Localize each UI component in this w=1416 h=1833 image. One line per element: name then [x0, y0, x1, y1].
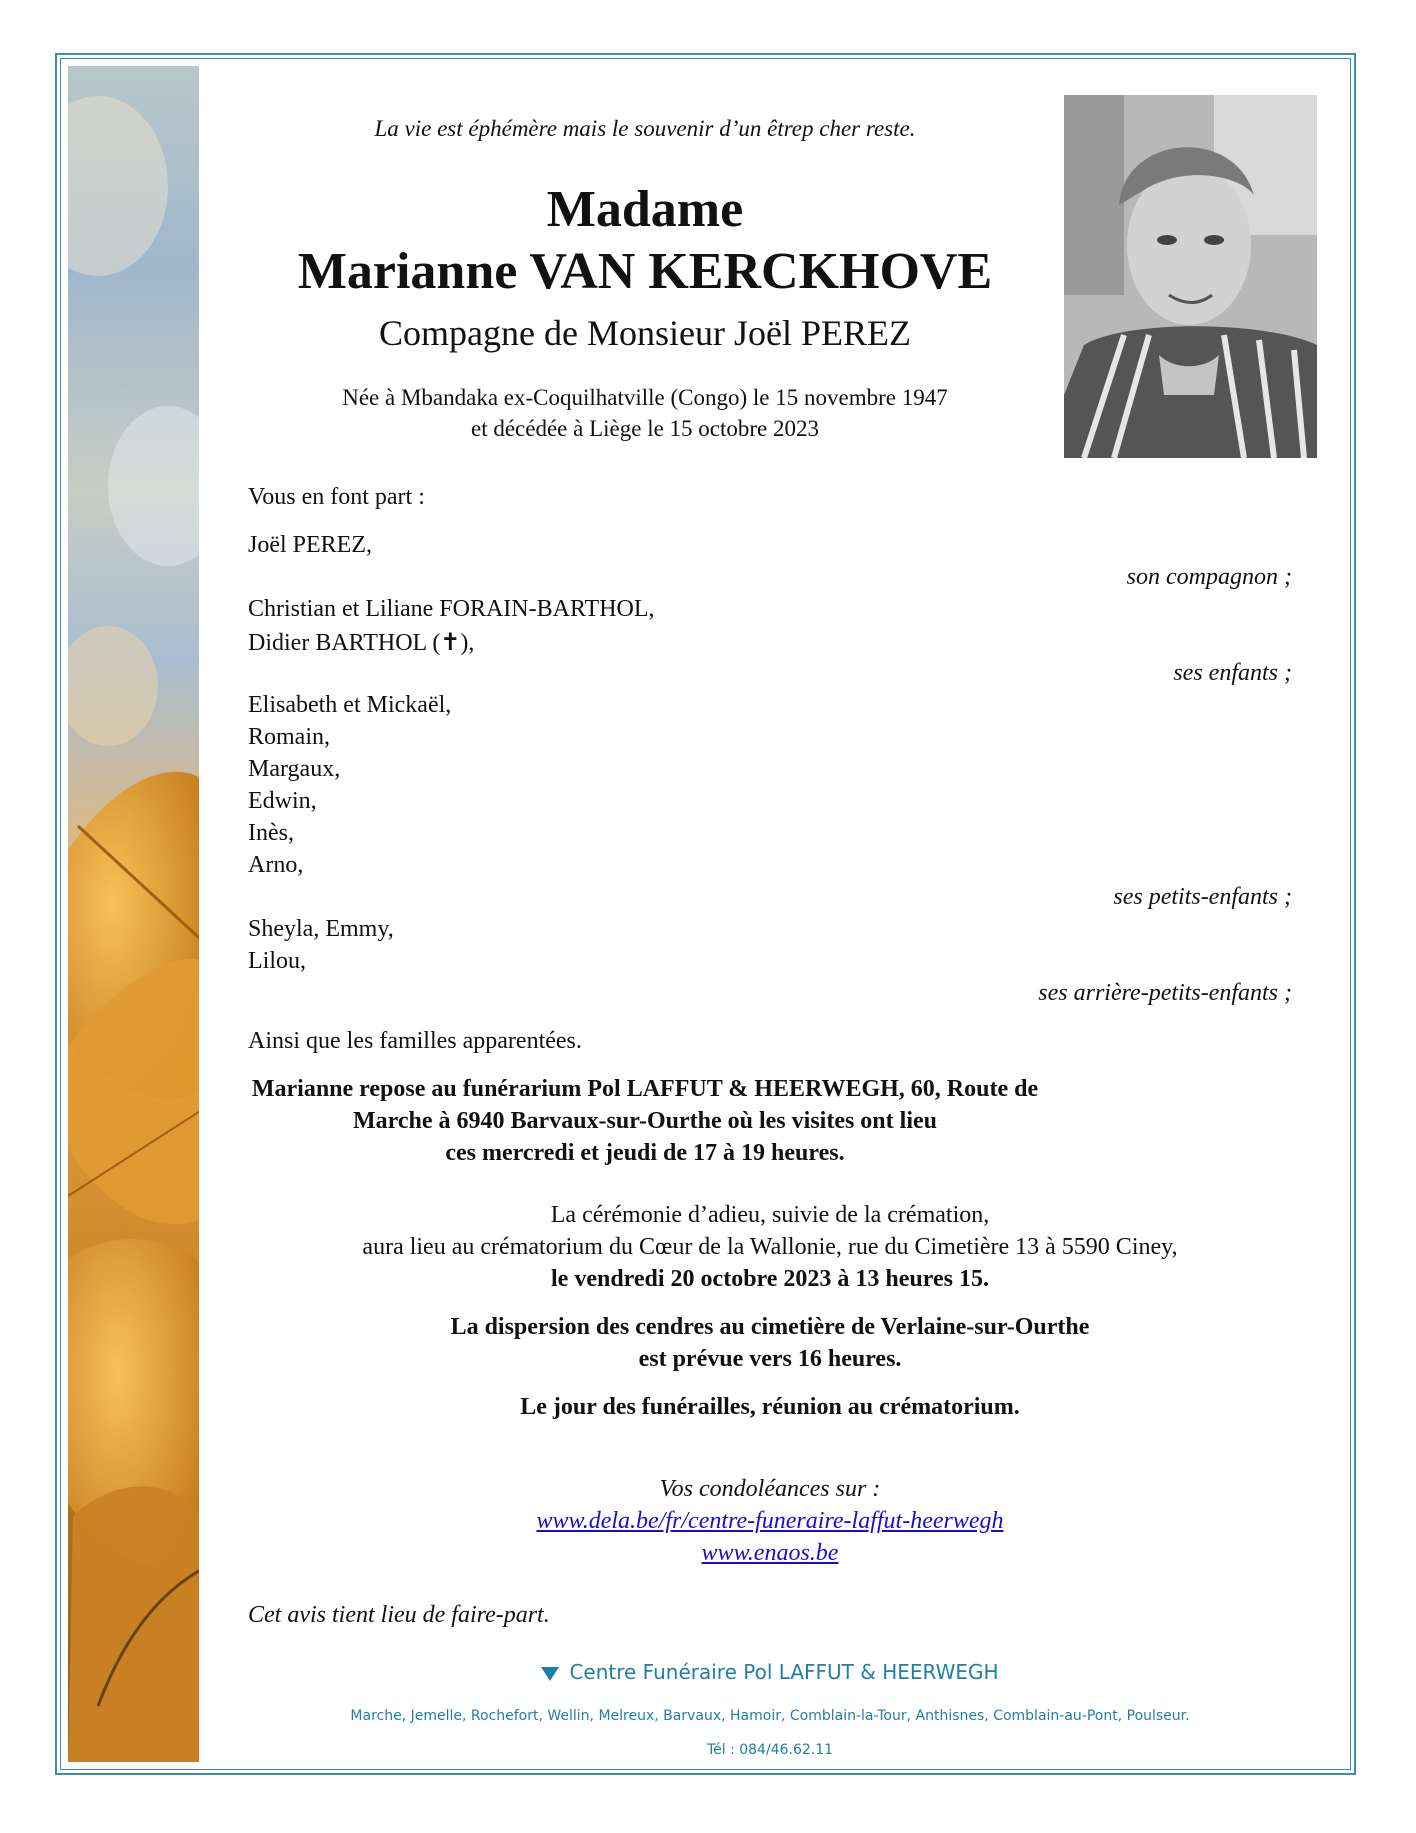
visitation-line: Marianne repose au funérarium Pol LAFFUT & HEERWEGH, 60, Route de [251, 1076, 1039, 1102]
deceased-name: Marianne VAN KERCKHOVE [297, 243, 993, 300]
condolences-link-enaos[interactable]: www.enaos.be [701, 1540, 839, 1566]
family-member: Lilou, [248, 948, 306, 974]
family-member: Joël PEREZ, [248, 532, 372, 558]
reunion-line: Le jour des funérailles, réunion au crématorium. [520, 1394, 1020, 1420]
triangle-down-icon [541, 1667, 559, 1681]
family-member: Elisabeth et Mickaël, [248, 692, 452, 718]
family-member: Romain, [248, 724, 330, 750]
birth-line: Née à Mbandaka ex-Coquilhatville (Congo) le 15 novembre 1947 [342, 385, 948, 410]
family-member: Margaux, [248, 756, 341, 782]
autumn-leaves-image [68, 66, 199, 1762]
funeral-home-name [200, 1660, 1340, 1684]
relation-label: ses arrière-petits-enfants ; [1038, 980, 1292, 1006]
relatives-line: Ainsi que les familles apparentées. [248, 1028, 582, 1054]
condolences-label: Vos condoléances sur : [659, 1476, 881, 1502]
ceremony-line: aura lieu au crématorium du Cœur de la Wallonie, rue du Cimetière 13 à 5590 Ciney, [362, 1234, 1178, 1260]
companion-line: Compagne de Monsieur Joël PEREZ [379, 313, 911, 353]
ceremony-line: La cérémonie d’adieu, suivie de la crémation, [550, 1202, 990, 1228]
funeral-home-phone: Tél : 084/46.62.11 [706, 1742, 834, 1758]
visitation-line: Marche à 6940 Barvaux-sur-Ourthe où les visites ont lieu [353, 1108, 937, 1134]
epitaph-quote: La vie est éphémère mais le souvenir d’un êtrep cher reste. [374, 116, 916, 141]
closing-note: Cet avis tient lieu de faire-part. [248, 1602, 550, 1628]
relation-label: ses enfants ; [1173, 660, 1292, 686]
ceremony-date: le vendredi 20 octobre 2023 à 13 heures 15. [551, 1266, 989, 1292]
dispersion-line: La dispersion des cendres au cimetière de Verlaine-sur-Ourthe [450, 1314, 1090, 1340]
intro-text: Vous en font part : [248, 484, 425, 510]
visitation-line: ces mercredi et jeudi de 17 à 19 heures. [445, 1140, 845, 1166]
honorific-title: Madame [546, 181, 744, 238]
dispersion-line: est prévue vers 16 heures. [638, 1346, 902, 1372]
death-line: et décédée à Liège le 15 octobre 2023 [470, 416, 820, 441]
funeral-home-locations: Marche, Jemelle, Rochefort, Wellin, Melreux, Barvaux, Hamoir, Comblain-la-Tour, Anthisnes, Comblain-au-Pont, Poulseur. [350, 1708, 1190, 1724]
family-member: Didier BARTHOL (✝), [248, 630, 475, 656]
relation-label: son compagnon ; [1126, 564, 1292, 590]
portrait-photo [1064, 95, 1317, 458]
condolences-link-dela[interactable]: www.dela.be/fr/centre-funeraire-laffut-heerwegh [536, 1508, 1004, 1534]
family-member: Edwin, [248, 788, 317, 814]
relation-label: ses petits-enfants ; [1113, 884, 1292, 910]
family-member: Inès, [248, 820, 294, 846]
family-member: Arno, [248, 852, 304, 878]
family-member: Christian et Liliane FORAIN-BARTHOL, [248, 596, 655, 622]
family-member: Sheyla, Emmy, [248, 916, 394, 942]
company-label: Centre Funéraire Pol LAFFUT & HEERWEGH [569, 1660, 999, 1684]
